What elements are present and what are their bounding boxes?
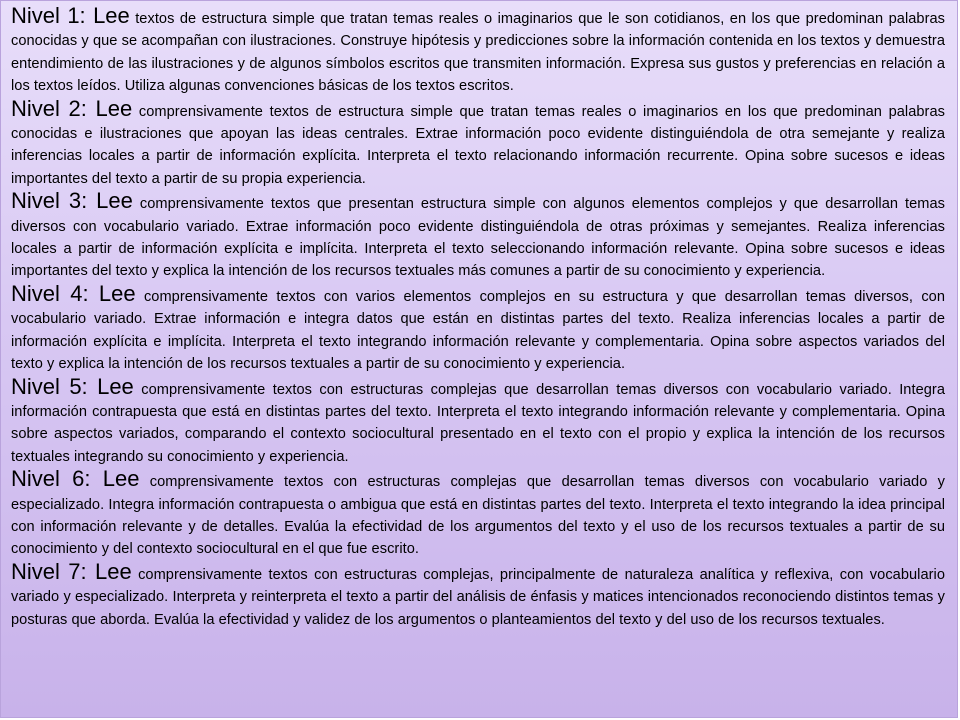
- level-6-paragraph: [11, 468, 945, 561]
- level-4-paragraph: [11, 280, 945, 376]
- level-5-description: comprensivamente textos con estructuras complejas que desarrollan temas diversos con vocabulario variado. Integra información contrapuesta que está en distintas partes del texto. Interpreta el texto integrando información relevante y complementaria. Opina sobre aspectos variados, comparando el contexto sociocultural presentado en el texto con el propio y explica la intención de los recursos textuales integrando su conocimiento y experiencia.: [11, 381, 945, 465]
- level-3-paragraph: [11, 190, 945, 283]
- level-7-paragraph: [11, 558, 945, 631]
- level-2-heading: Nivel 2: Lee: [11, 95, 133, 121]
- level-6-description: comprensivamente textos con estructuras complejas que desarrollan temas diversos con vocabulario variado y especializado. Integra información contrapuesta o ambigua que está en distintas partes del texto. Interpreta el texto integrando la idea principal con información relevante y de detalles. Evalúa la efectividad de los argumentos del texto y el uso de los recursos textuales a partir de su conocimiento y del contexto sociocultural en el que fue escrito.: [11, 474, 945, 558]
- level-3-description: comprensivamente textos que presentan estructura simple con algunos elementos complejos y que desarrollan temas diversos con vocabulario variado. Extrae información poco evidente distinguiéndola de otras próximas y semejantes. Realiza inferencias locales a partir de información explícita e implícita. Interpreta el texto seleccionando información relevante. Opina sobre sucesos e ideas importantes del texto y explica la intención de los recursos textuales más comunes a partir de su conocimiento y experiencia.: [11, 196, 946, 280]
- level-7-description: comprensivamente textos con estructuras complejas, principalmente de naturaleza analítica y reflexiva, con vocabulario variado y especializado. Interpreta y reinterpreta el texto a partir del análisis de énfasis y matices intencionados reconociendo distintos temas y posturas que aborda. Evalúa la efectividad y validez de los argumentos o planteamientos del texto y del uso de los recursos textuales.: [11, 566, 945, 628]
- level-1-description: textos de estructura simple que tratan temas reales o imaginarios que le son cotidianos, en los que predominan palabras conocidas y que se acompañan con ilustraciones. Construye hipótesis y predicciones sobre la información contenida en los textos y demuestra entendimiento de las ilustraciones y de algunos símbolos escritos que transmiten información. Expresa sus gustos y preferencias en relación a los textos leídos. Utiliza algunas convenciones básicas de los textos escritos.: [11, 11, 945, 95]
- level-4-heading: Nivel 4: Lee: [11, 280, 136, 306]
- level-7-heading: Nivel 7: Lee: [11, 558, 132, 584]
- level-6-heading: Nivel 6: Lee: [11, 466, 140, 492]
- level-1-heading: Nivel 1: Lee: [11, 3, 130, 28]
- level-4-description: comprensivamente textos con varios elementos complejos en su estructura y que desarrollan temas diversos, con vocabulario variado. Extrae información e integra datos que están en distintas partes del texto. Realiza inferencias locales a partir de información explícita e implícita. Interpreta el texto integrando información relevante y complementaria. Opina sobre aspectos variados del texto y explica la intención de los recursos textuales a partir de su conocimiento y experiencia.: [11, 288, 945, 373]
- level-1-paragraph: [11, 5, 945, 98]
- level-2-paragraph: [11, 95, 945, 191]
- level-2-description: comprensivamente textos de estructura simple que tratan temas reales o imaginarios en los que predominan palabras conocidas e ilustraciones que apoyan las ideas centrales. Extrae información poco evidente distinguiéndola de otra semejante y realiza inferencias locales a partir de información explícita. Interpreta el texto relacionando información recurrente. Opina sobre sucesos e ideas importantes del texto a partir de su propia experiencia.: [11, 103, 945, 187]
- level-5-heading: Nivel 5: Lee: [11, 373, 134, 399]
- level-3-heading: Nivel 3: Lee: [11, 188, 133, 214]
- level-5-paragraph: [11, 373, 945, 469]
